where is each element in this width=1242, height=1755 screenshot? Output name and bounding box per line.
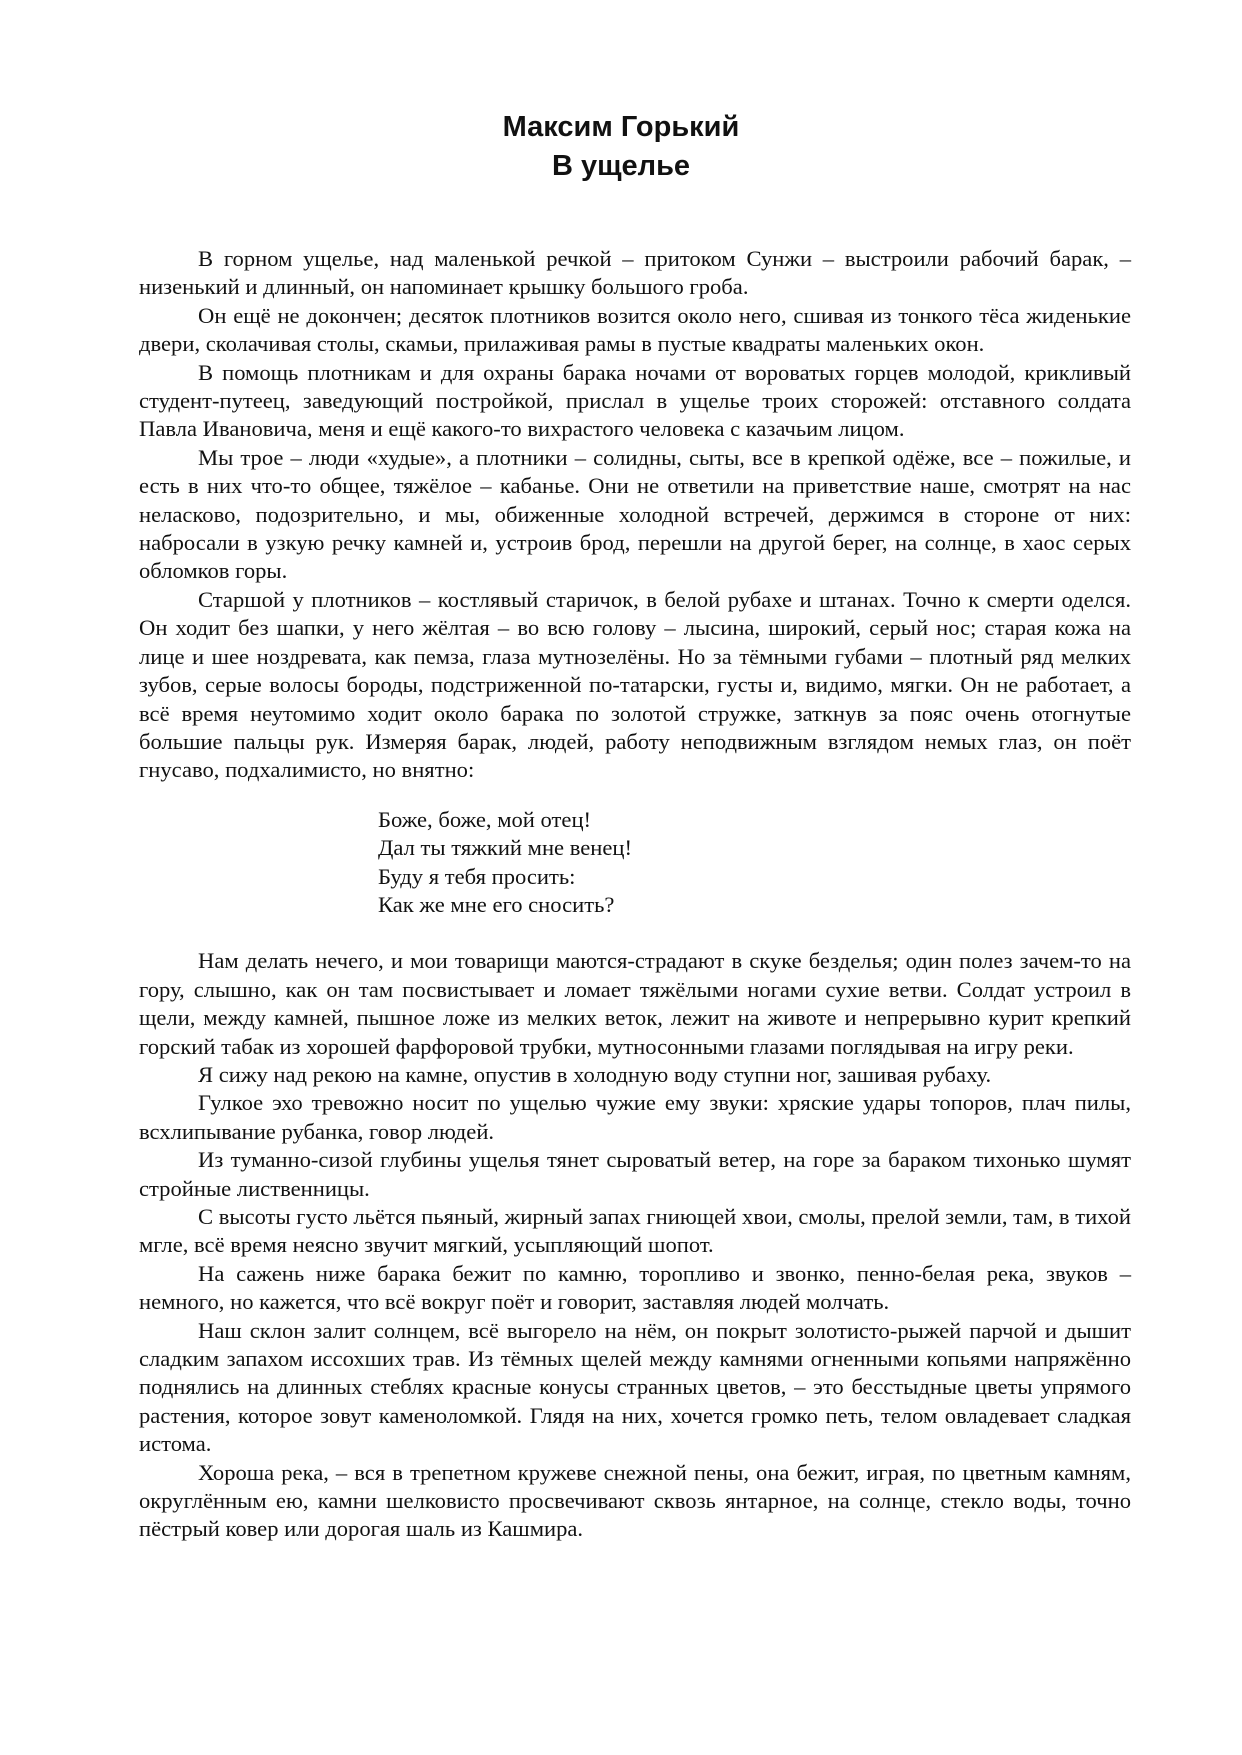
paragraph: Наш склон залит солнцем, всё выгорело на нём, он покрыт золотисто-рыжей парчой и дышит сладким запахом иссохших трав. Из тёмных щелей между камнями огненными копьями напряжённо поднялись на длинных стеблях красные конусы странных цветов, – это бесстыдные цветы упрямого растения, которое зовут каменоломкой. Глядя на них, хочется громко петь, телом овладевает сладкая истома. bbox=[139, 1317, 1131, 1457]
paragraph: Мы трое – люди «худые», а плотники – солидны, сыты, все в крепкой одёже, все – пожилые, и есть в них что-то общее, тяжёлое – кабанье. Они не ответили на приветствие наше, смотрят на нас неласково, подозрительно, и мы, обиженные холодной встречей, держимся в стороне от них: набросали в узкую речку камней и, устроив брод, перешли на другой берег, на солнце, в хаос серых обломков горы. bbox=[139, 444, 1131, 584]
paragraph: В горном ущелье, над маленькой речкой – притоком Сунжи – выстроили рабочий барак, – низенький и длинный, он напоминает крышку большого гроба. bbox=[139, 246, 1131, 300]
paragraph: С высоты густо льётся пьяный, жирный запах гниющей хвои, смолы, прелой земли, там, в тихой мгле, всё время неясно звучит мягкий, усыпляющий шопот. bbox=[139, 1204, 1131, 1258]
paragraph: Нам делать нечего, и мои товарищи маются-страдают в скуке безделья; один полез зачем-то на гору, слышно, как он там посвистывает и ломает тяжёлыми ногами сухие ветви. Солдат устроил в щели, между камней, пышное ложе из мелких веток, лежит на животе и непрерывно курит крепкий горский табак из хорошей фарфоровой трубки, мутносонными глазами поглядывая на игру реки. bbox=[139, 948, 1131, 1059]
title-block bbox=[0, 108, 1242, 186]
body-text bbox=[139, 245, 1131, 1544]
author-name: Максим Горький bbox=[502, 111, 740, 143]
paragraph: Хороша река, – вся в трепетном кружеве снежной пены, она бежит, играя, по цветным камням, округлённым ею, камни шелковисто просвечивают сквозь янтарное, на солнце, стекло воды, точно пёстрый ковер или дорогая шаль из Кашмира. bbox=[139, 1459, 1131, 1542]
story-title: В ущелье bbox=[551, 150, 691, 182]
poem-line: Как же мне его сносить? bbox=[378, 891, 615, 917]
paragraph: На сажень ниже барака бежит по камню, торопливо и звонко, пенно-белая река, звуков – немного, но кажется, что всё вокруг поёт и говорит, заставляя людей молчать. bbox=[139, 1260, 1131, 1315]
paragraph: Я сижу над рекою на камне, опустив в холодную воду ступни ног, зашивая рубаху. bbox=[198, 1061, 992, 1087]
paragraph: В помощь плотникам и для охраны барака ночами от вороватых горцев молодой, крикливый студент-путеец, заведующий постройкой, прислал в ущелье троих сторожей: отставного солдата Павла Ивановича, меня и ещё какого-то вихрастого человека с казачьим лицом. bbox=[139, 359, 1131, 442]
paragraph: Гулкое эхо тревожно носит по ущелью чужие ему звуки: хряские удары топоров, плач пилы, всхлипывание рубанка, говор людей. bbox=[139, 1090, 1131, 1144]
poem-line: Боже, боже, мой отец! bbox=[378, 806, 592, 832]
poem-line: Буду я тебя просить: bbox=[378, 863, 576, 889]
poem-line: Дал ты тяжкий мне венец! bbox=[378, 835, 633, 861]
paragraph: Старшой у плотников – костлявый старичок, в белой рубахе и штанах. Точно к смерти оделся. Он ходит без шапки, у него жёлтая – во всю голову – лысина, широкий, серый нос; старая кожа на лице и шее ноздревата, как пемза, глаза мутнозелёны. Но за тёмными губами – плотный ряд мелких зубов, серые волосы бороды, подстриженной по-татарски, густы и, видимо, мягки. Он не работает, а всё время неутомимо ходит около барака по золотой стружке, заткнув за пояс очень отогнутые большие пальцы рук. Измеряя барак, людей, работу неподвижным взглядом немых глаз, он поёт гнусаво, подхалимисто, но внятно: bbox=[139, 586, 1131, 783]
paragraph: Из туманно-сизой глубины ущелья тянет сыроватый ветер, на горе за бараком тихонько шумят стройные лиственницы. bbox=[139, 1147, 1131, 1201]
paragraph: Он ещё не докончен; десяток плотников возится около него, сшивая из тонкого тёса жиденькие двери, сколачивая столы, скамьи, прилаживая рамы в пустые квадраты маленьких окон. bbox=[139, 302, 1131, 357]
poem bbox=[378, 806, 1131, 920]
